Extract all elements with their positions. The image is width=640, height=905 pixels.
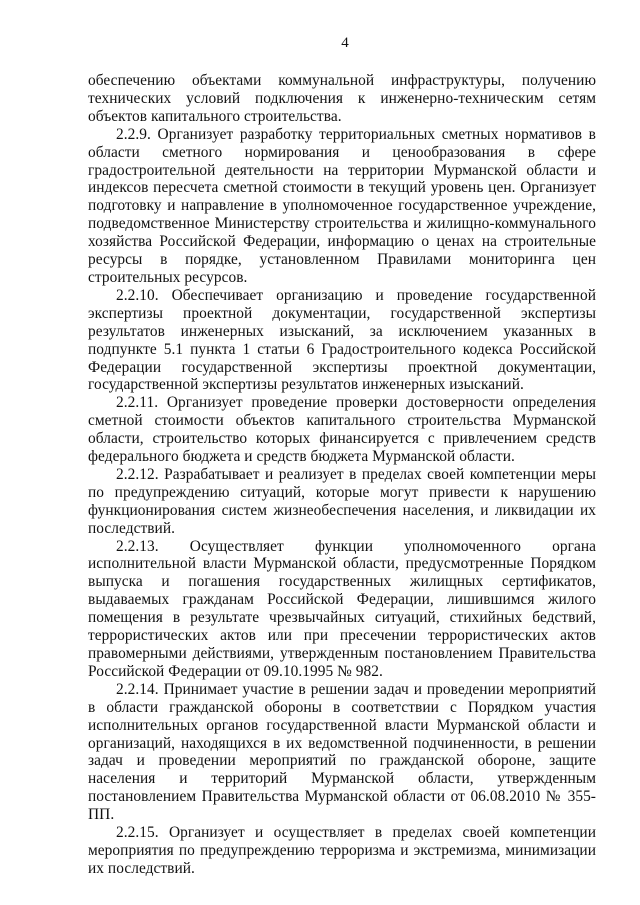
paragraph-number: 2.2.14. [116,680,159,698]
paragraph-2-2-9 [88,126,596,287]
paragraph-number: 2.2.9. [116,125,151,143]
paragraph-number: 2.2.13. [116,537,159,555]
paragraph-2-2-10 [88,287,596,394]
paragraph-number: 2.2.12. [116,465,159,483]
paragraph-continuation [88,72,596,126]
page-number: 4 [341,35,349,51]
paragraph-number: 2.2.11. [116,394,159,412]
paragraph-2-2-11 [88,394,596,466]
paragraph-number: 2.2.15. [116,824,159,842]
paragraph-text: Обеспечивает организацию и проведение государственной экспертизы проектной документации, государственной экспертизы результатов инженерных изысканий, за исключением указанных в подпункте 5.1 пункта 1 статьи 6 Градостроительного кодекса Российской Федерации государственной экспертизы проектной документации, государственной экспертизы результатов инженерных изысканий. [88,286,596,394]
paragraph-text: Организует проведение проверки достоверности определения сметной стоимости объектов капитального строительства Мурманской области, строительство которых финансируется с привлечением средств федерального бюджета и средств бюджета Мурманской области. [88,394,596,466]
paragraph-number: 2.2.10. [116,286,159,304]
paragraph-text: Организует разработку территориальных сметных нормативов в области сметного нормирования и ценообразования в сфере градостроительной деятельности на территории Мурманской области и индексов пересчета сметной стоимости в текущий уровень цен. Организует подготовку и направление в уполномоченное государственное учреждение, подведомственное Министерству строительства и жилищно-коммунального хозяйства Российской Федерации, информацию о ценах на строительные ресурсы в порядке, установленном Правилами мониторинга цен строительных ресурсов. [88,125,596,286]
paragraph-2-2-15 [88,824,596,878]
document-page [88,34,596,878]
paragraph-text: Осуществляет функции уполномоченного органа исполнительной власти Мурманской области, предусмотренные Порядком выпуска и погашения государственных жилищных сертификатов, выдаваемых гражданам Российской Федерации, лишившимся жилого помещения в результате чрезвычайных ситуаций, стихийных бедствий, террористических актов или при пресечении террористических актов правомерными действиями, утвержденным постановлением Правительства Российской Федерации от 09.10.1995 № 982. [88,537,596,680]
paragraph-2-2-12 [88,466,596,538]
paragraph-text: Разрабатывает и реализует в пределах своей компетенции меры по предупреждению ситуаций, которые могут привести к нарушению функционирования систем жизнеобеспечения населения, и ликвидации их последствий. [88,465,597,537]
paragraph-text: Принимает участие в решении задач и проведении мероприятий в области гражданской обороны в соответствии с Порядком участия исполнительных органов государственной власти Мурманской области и организаций, находящихся в их ведомственной подчиненности, в решении задач и проведении мероприятий по гражданской обороне, защите населения и территорий Мурманской области, утвержденным постановлением Правительства Мурманской области от 06.08.2010 № 355-ПП. [88,680,596,824]
paragraph-2-2-14 [88,681,596,824]
paragraph-2-2-13 [88,538,596,681]
paragraph-text: обеспечению объектами коммунальной инфраструктуры, получению технических условий подключения к инженерно-техническим сетям объектов капитального строительства. [88,72,596,125]
paragraph-text: Организует и осуществляет в пределах своей компетенции мероприятия по предупреждению терроризма и экстремизма, минимизации их последствий. [88,824,596,877]
